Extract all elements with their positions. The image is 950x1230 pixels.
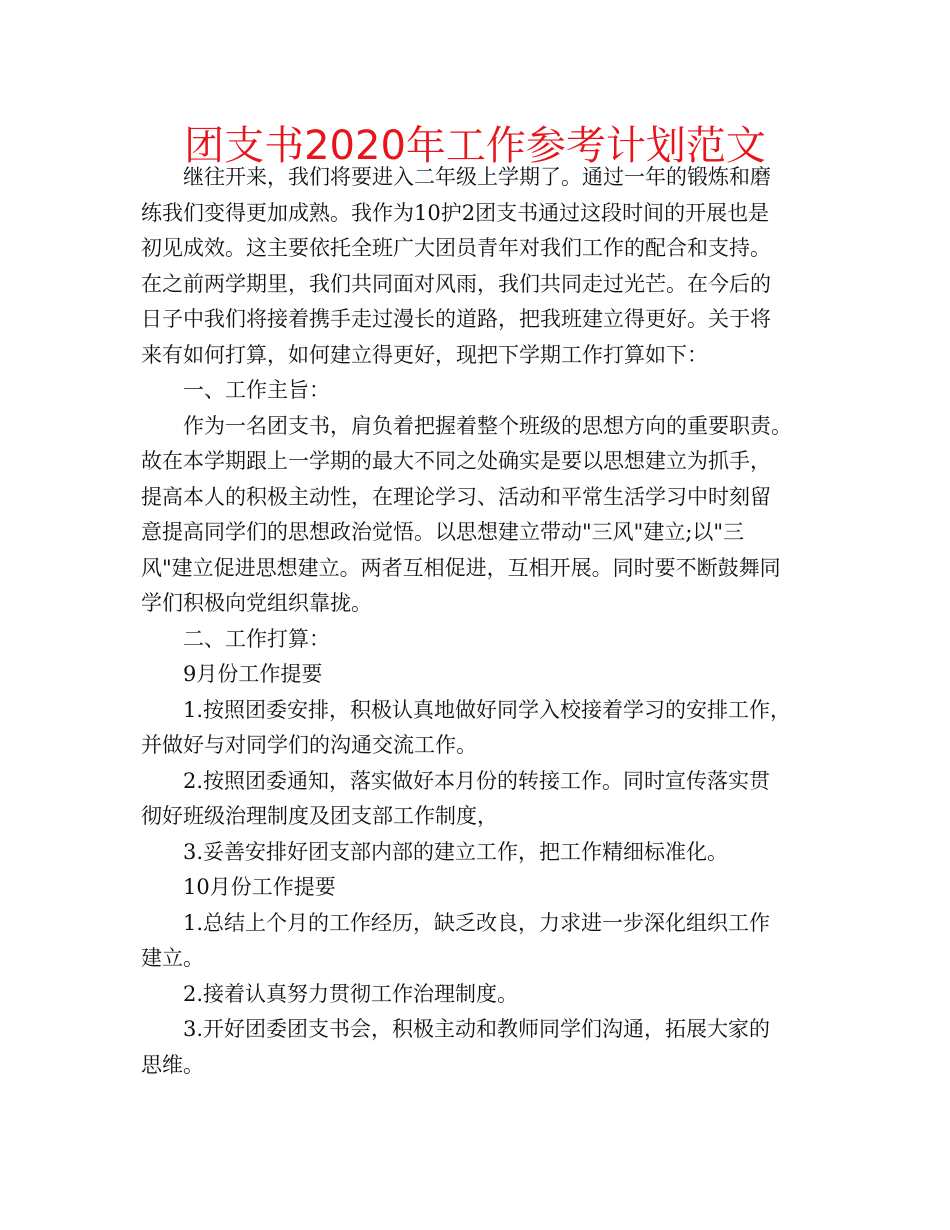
body-line: 学们积极向党组织靠拢。 [141,591,372,615]
list-item: 3.开好团委团支书会，积极主动和教师同学们沟通，拓展大家的 [183,1017,771,1041]
list-item-continuation: 建立。 [141,946,204,970]
document-body [141,160,821,1083]
list-item: 1.总结上个月的工作经历，缺乏改良，力求进一步深化组织工作 [183,910,771,935]
body-line: 提高本人的积极主动性，在理论学习、活动和平常生活学习中时刻留 [141,484,771,509]
list-item: 2.接着认真努力贯彻工作治理制度。 [183,981,519,1006]
body-line: 练我们变得更加成熟。我作为10护2团支书通过这段时间的开展也是 [141,200,770,225]
body-line: 初见成效。这主要依托全班广大团员青年对我们工作的配合和支持。 [141,236,771,260]
body-line: 故在本学期跟上一学期的最大不同之处确实是要以思想建立为抓手， [141,449,771,473]
list-item: 1.按照团委安排，积极认真地做好同学入校接着学习的安排工作， [183,697,792,722]
month-heading: 9月份工作提要 [183,662,323,686]
document-title: 团支书2020年工作参考计划范文 [184,123,766,169]
body-line: 在之前两学期里，我们共同面对风雨，我们共同走过光芒。在今后的 [141,271,771,296]
list-item: 3.妥善安排好团支部内部的建立工作，把工作精细标准化。 [183,839,729,864]
body-line: 风"建立促进思想建立。两者互相促进，互相开展。同时要不断鼓舞同 [141,555,781,580]
list-item-continuation: 并做好与对同学们的沟通交流工作。 [141,733,477,757]
body-line: 继往开来，我们将要进入二年级上学期了。通过一年的锻炼和磨 [183,165,771,189]
month-heading: 10月份工作提要 [183,875,336,899]
section-heading: 二、工作打算： [183,626,330,651]
list-item-continuation: 思维。 [141,1052,204,1077]
list-item-continuation: 彻好班级治理制度及团支部工作制度， [141,804,498,828]
body-line: 日子中我们将接着携手走过漫长的道路，把我班建立得更好。关于将 [141,307,771,331]
body-line: 来有如何打算，如何建立得更好，现把下学期工作打算如下： [141,342,708,367]
body-line: 作为一名团支书，肩负着把握着整个班级的思想方向的重要职责。 [183,413,792,438]
list-item: 2.按照团委通知，落实做好本月份的转接工作。同时宣传落实贯 [183,768,771,793]
body-line: 意提高同学们的思想政治觉悟。以思想建立带动"三风"建立;以"三 [141,520,745,544]
section-heading: 一、工作主旨： [183,378,330,402]
